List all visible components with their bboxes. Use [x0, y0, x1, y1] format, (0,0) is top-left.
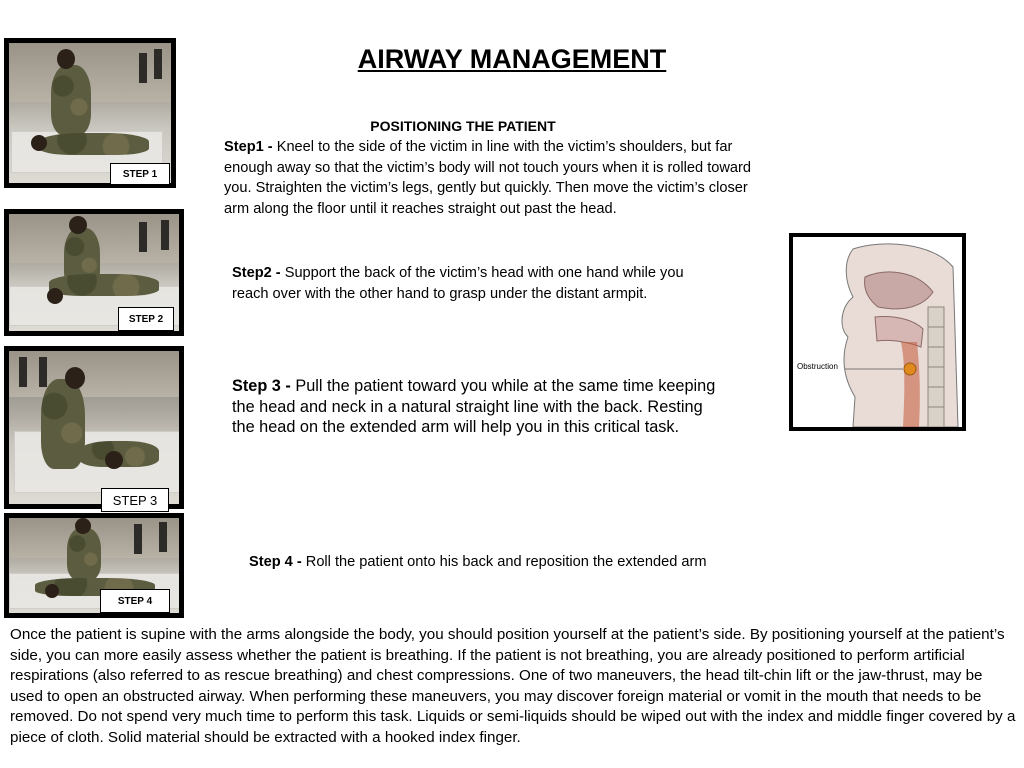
step-3-photo	[4, 346, 184, 509]
step-4-lead: Step 4 -	[249, 554, 302, 570]
step-3-lead: Step 3 -	[232, 377, 291, 395]
body-paragraph: Once the patient is supine with the arms alongside the body, you should position yourself at the patient’s side. By positioning yourself at the patient’s side, you can more easily assess whether the patient is breathing. If the patient is not breathing, you are already positioned to perform artificial respirations (also referred to as rescue breathing) and chest compressions. One of two maneuvers, the head tilt-chin lift or the jaw-thrust, may be used to open an obstructed airway. When performing these maneuvers, you may discover foreign material or vomit in the mouth that needs to be removed. Do not spend very much time to perform this task. Liquids or semi-liquids should be wiped out with the index and middle finger covered by a piece of cloth. Solid material should be extracted with a hooked index finger.	[10, 626, 1016, 746]
step-4-body: Roll the patient onto his back and reposition the extended arm	[301, 554, 707, 570]
step-1-body: Kneel to the side of the victim in line with the victim’s shoulders, but far enough away so that the victim’s body will not touch yours when it is rolled toward you. Straighten the victim’s legs, gently but quickly. Then move the victim’s closer arm along the floor until it reaches straight out past the head.	[224, 139, 751, 217]
step-3-body: Pull the patient toward you while at the same time keeping the head and neck in a natural straight line with the back. Resting the head on the extended arm will help you in this critical task.	[232, 377, 716, 437]
step-2-body: Support the back of the victim’s head with one hand while you reach over with the other hand to grasp under the distant armpit.	[232, 265, 684, 302]
obstruction-label: Obstruction	[797, 362, 838, 371]
step-1-text	[224, 137, 759, 219]
step-3-text	[232, 376, 727, 438]
section-subtitle: POSITIONING THE PATIENT	[370, 118, 556, 134]
airway-diagram	[789, 233, 966, 431]
step-2-text	[232, 263, 702, 304]
step-3-label: STEP 3	[101, 488, 169, 512]
step-4-text	[249, 552, 769, 572]
step-1-lead: Step1 -	[224, 139, 273, 155]
page-title: AIRWAY MANAGEMENT	[357, 44, 667, 74]
step-2-label: STEP 2	[118, 307, 174, 331]
step-4-label: STEP 4	[100, 589, 170, 613]
step-2-lead: Step2 -	[232, 265, 281, 281]
step-1-label: STEP 1	[110, 163, 170, 185]
airway-anatomy-illustration	[793, 237, 962, 427]
obstruction-marker	[904, 363, 916, 375]
